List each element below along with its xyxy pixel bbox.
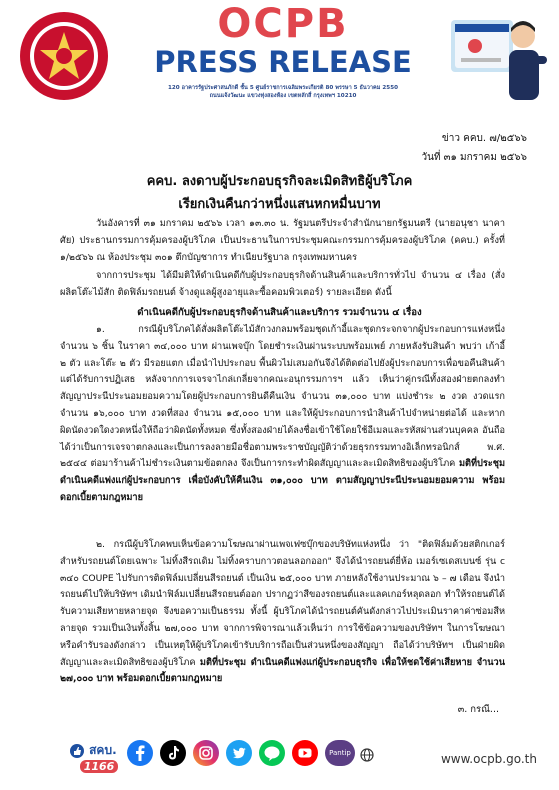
instagram-icon[interactable] [193,740,219,766]
facebook-icon[interactable] [127,740,153,766]
website-link[interactable]: www.ocpb.go.th [440,752,537,766]
thumbs-up-icon [70,744,84,758]
address-line-2: ถนนแจ้งวัฒนะ แขวงทุ่งสองห้อง เขตหลักสี่ กรุงเทพฯ 10210 [209,93,357,99]
address-line-1: 120 อาคารรัฐประศาสนภักดี ชั้น 5 ศูนย์ราชการเฉลิมพระเกียรติ 80 พรรษา 5 ธันวาคม 2550 [168,85,398,91]
twitter-icon[interactable] [226,740,252,766]
case-1-paragraph: ๑. กรณีผู้บริโภคได้สั่งผลิตโต๊ะไม้สักวงกลมพร้อมชุดเก้าอี้และชุดกระจกจากผู้ประกอบการแห่งหนึ่ง จำนวน ๖ ชิ้น ในราคา ๓๔,๐๐๐ บาท ผ่านเพจบุ๊ก โดยชำระเงินผ่านระบบพร้อมเพย์ ภายหลังรับสินค้า พบว่า เก้าอี้ ๒ ตัว และโต๊ะ ๒ ตัว มีรอยแตก เมื่อนำไปประกอบ พื้นผิวไม่เสมอกันจึงได้ติดต่อไปยังผู้ประกอบการเพื่อขอคืนสินค้า แต่ได้รับการปฏิเสธ หลังจากการเจรจาไกล่เกลี่ยจากคณะอนุกรรมการฯ แล้ว เห็นว่าคู่กรณีทั้งสองฝ่ายตกลงทำสัญญาประนีประนอมยอมความโดยผู้ประกอบการยินดีคืนเงิน จำนวน ๓๑,๐๐๐ บาท แบ่งชำระ ๒ งวด งวดแรกจำนวน ๑๖,๐๐๐ บาท งวดที่สอง จำนวน ๑๕,๐๐๐ บาท และให้ผู้ประกอบการนำสินค้าไปจำหน่ายต่อได้ และหากผิดนัดงวดใดงวดหนึ่งให้ถือว่าผิดนัดทั้งหมด ซึ่งทั้งสองฝ่ายได้ลงชื่อเข้าใช้โดยใช้อีเมลและรหัสผ่านส่วนบุคคล อันถือได้ว่าเป็นการเจรจาตกลงและเป็นการลงลายมือชื่อตามพระราชบัญญัติว่าด้วยธุรกรรมทางอิเล็กทรอนิกส์ พ.ศ. ๒๕๔๔ ต่อมาร้านค้าไม่ชำระเงินตามข้อตกลง จึงเป็นการกระทำผิดสัญญาและละเมิดสิทธิของผู้บริโภค มติที่ประชุม ดำเนินคดีแพ่งแก่ผู้ประกอบการ เพื่อบังคับให้คืนเงิน ๓๑,๐๐๐ บาท ตามสัญญาประนีประนอมยอมความ พร้อมดอกเบี้ยตามกฎหมาย [60,324,506,503]
paragraph-resolution: จากการประชุม ได้มีมติให้ดำเนินคดีกับผู้ประกอบธุรกิจด้านสินค้าและบริการทั่วไป จำนวน ๔ เรื่อง (สั่งผลิตโต๊ะไม้สัก ติดฟิล์มรถยนต์ จ้างดูแลผู้สูงอายุและซื้อคอมพิวเตอร์) รายละเอียด ดังนี้ [60,270,505,298]
ocpb-hotline-logo: สคบ. 1166 [70,740,118,773]
case-2-decision: มติที่ประชุม ดำเนินคดีแพ่งแก่ผู้ประกอบธุรกิจ เพื่อให้ชดใช้ค่าเสียหาย จำนวน ๒๗,๐๐๐ บาท พร้อมดอกเบี้ยตามกฎหมาย [60,656,505,685]
pantip-logo[interactable]: Pantip [325,740,355,766]
mascot-illustration [445,6,549,106]
paragraph-intro: วันอังคารที่ ๓๑ มกราคม ๒๕๖๖ เวลา ๑๓.๓๐ น. รัฐมนตรีประจำสำนักนายกรัฐมนตรี (นายอนุชา นาคาศัย) ประธานกรรมการคุ้มครองผู้บริโภค เป็นประธานในการประชุมคณะกรรมการคุ้มครองผู้บริโภค (คคบ.) ครั้งที่ ๑/๒๕๖๖ ณ ห้องประชุม ๓๐๑ ตึกบัญชาการ ทำเนียบรัฐบาล กรุงเทพมหานคร [60,218,505,263]
press-release-title: PRESS RELEASE [154,45,412,79]
continue-marker: ๓. กรณี... [457,704,499,715]
case-2-paragraph: ๒. กรณีผู้บริโภคพบเห็นข้อความโฆษณาผ่านเพจเฟซบุ๊กของบริษัทแห่งหนึ่ง ว่า "ติดฟิล์มด้วยสติกเกอร์สำหรับรถยนต์โดยเฉพาะ ไม่ทิ้งสีรถเดิม ไม่ทิ้งคราบกาวตอนลอกออก" จึงได้นำรถยนต์ยี่ห้อ เมอร์เซเดสเบนซ์ รุ่น c ๓๔๐ COUPE ไปรับการติดฟิล์มเปลี่ยนสีรถยนต์ เป็นเงิน ๒๕,๐๐๐ บาท ภายหลังใช้งานประมาณ ๖ – ๗ เดือน จึงนำรถยนต์ไปให้บริษัทฯ เดิมนำฟิล์มเปลี่ยนสีรถยนต์ออก ปรากฏว่าสีของรถยนต์และแลคเกอร์หลุดลอก ทำให้รถยนต์ได้รับความเสียหายหลายจุด จึงขอความเป็นธรรม ทั้งนี้ ผู้บริโภคได้นำรถยนต์คันดังกล่าวไปประเมินราคาค่าซ่อมสีหลายจุด รวมเป็นเงินทั้งสิ้น ๒๗,๐๐๐ บาท จากการพิจารณาแล้วเห็นว่า การใช้ข้อความของบริษัทฯ ในการโฆษณาหรือคำรับรองดังกล่าว เป็นเหตุให้ผู้บริโภคเข้ารับบริการถือเป็นส่วนหนึ่งของสัญญา ถือได้ว่าบริษัทฯ เป็นฝ่ายผิดสัญญาและละเมิดสิทธิของผู้บริโภค มติที่ประชุม ดำเนินคดีแพ่งแก่ผู้ประกอบธุรกิจ เพื่อให้ชดใช้ค่าเสียหาย จำนวน ๒๗,๐๐๐ บาท พร้อมดอกเบี้ยตามกฎหมาย [60,539,505,685]
release-number: ข่าว คคบ. ๗/๒๕๖๖ [441,133,527,144]
ocpb-seal-logo [18,10,110,102]
headline-line-1: คคบ. ลงดาบผู้ประกอบธุรกิจละเมิดสิทธิผู้บริโภค [146,174,413,189]
line-icon[interactable] [259,740,285,766]
section-heading: ดำเนินคดีกับผู้ประกอบธุรกิจด้านสินค้าและบริการ รวมจำนวน ๔ เรื่อง [137,307,422,318]
release-date: วันที่ ๓๑ มกราคม ๒๕๖๖ [421,152,527,163]
globe-icon [360,748,374,762]
case-1-decision: มติที่ประชุม ดำเนินคดีแพ่งแก่ผู้ประกอบการ เพื่อบังคับให้คืนเงิน ๓๑,๐๐๐ บาท ตามสัญญาประนีประนอมยอมความ พร้อมดอกเบี้ยตามกฎหมาย [60,458,506,503]
youtube-icon[interactable] [292,740,318,766]
footer-bar [0,732,559,790]
press-release-header [0,0,559,118]
tiktok-icon[interactable] [160,740,186,766]
headline-line-2: เรียกเงินคืนกว่าหนึ่งแสนหกหมื่นบาท [178,197,381,212]
brand-title: OCPB [217,1,349,47]
brand-block [118,2,448,100]
